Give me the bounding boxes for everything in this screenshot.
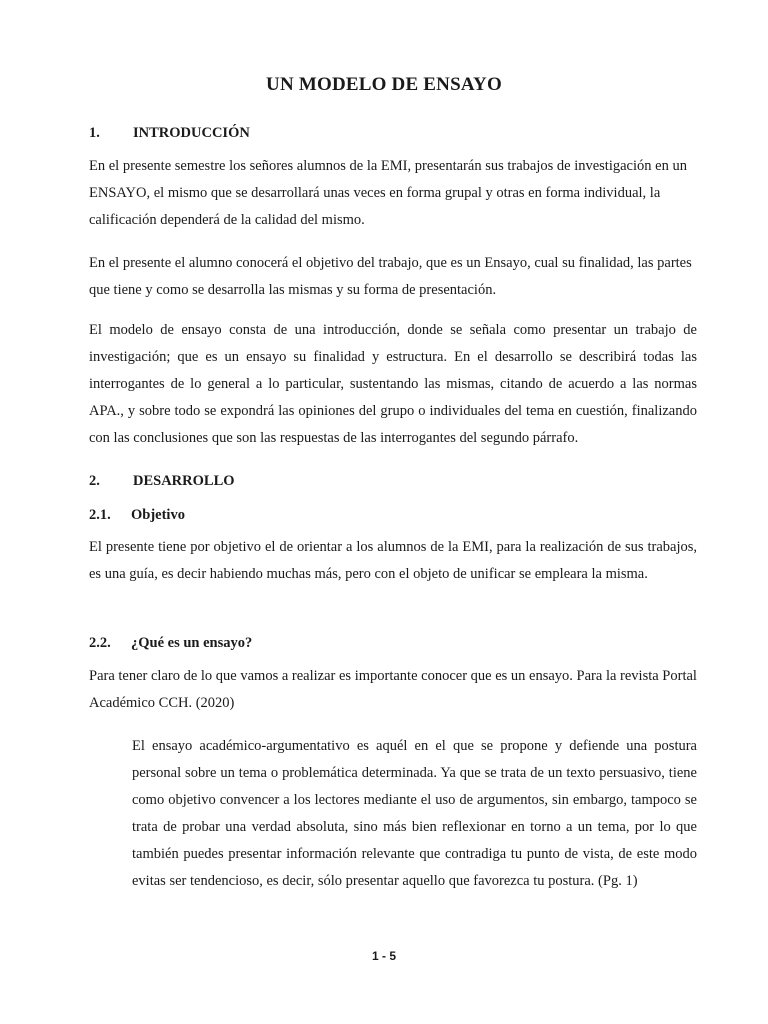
subsection-number: 2.1. (89, 507, 111, 523)
page-number: 1 - 5 (371, 949, 396, 963)
section-number: 1. (89, 125, 100, 141)
intro-paragraph-2: En el presente el alumno conocerá el objetivo del trabajo, que es un Ensayo, cual su finalidad, las partes que tiene y como se desarrolla las mismas y su forma de presentación. (89, 255, 692, 298)
intro-paragraph-1: En el presente semestre los señores alumnos de la EMI, presentarán sus trabajos de investigación en un ENSAYO, el mismo que se desarrollará unas veces en forma grupal y otras en forma individual, la calificación dependerá de la calidad del mismo. (89, 158, 687, 228)
que-es-paragraph: Para tener claro de lo que vamos a realizar es importante conocer que es un ensayo. Para la revista Portal Académico CCH. (2020) (89, 668, 697, 711)
subsection-heading-que-es-un-ensayo (89, 635, 252, 652)
subsection-title: ¿Qué es un ensayo? (131, 635, 253, 651)
objetivo-paragraph: El presente tiene por objetivo el de orientar a los alumnos de la EMI, para la realización de sus trabajos, es una guía, es decir habiendo muchas más, pero con el objeto de unificar se empleara la misma. (89, 539, 697, 582)
section-number: 2. (89, 473, 100, 489)
block-quote: El ensayo académico-argumentativo es aquél en el que se propone y defiende una postura personal sobre un tema o problemática determinada. Ya que se trata de un texto persuasivo, tiene como objetivo convencer a los lectores mediante el uso de argumentos, sin embargo, tampoco se trata de probar una verdad absoluta, sino más bien reflexionar en torno a un tema, por lo que también puedes presentar información relevante que contradiga tu punto de vista, de este modo evitas ser tendencioso, es decir, sólo presentar aquello que favorezca tu postura. (Pg. 1) (132, 738, 697, 889)
section-heading-desarrollo (89, 473, 235, 490)
section-heading-introduccion (89, 125, 250, 142)
subsection-heading-objetivo (89, 507, 185, 524)
section-title: DESARROLLO (133, 473, 235, 489)
document-title: UN MODELO DE ENSAYO (266, 74, 502, 95)
section-title: INTRODUCCIÓN (133, 125, 250, 141)
intro-paragraph-3: El modelo de ensayo consta de una introducción, donde se señala como presentar un trabajo de investigación; que es un ensayo su finalidad y estructura. En el desarrollo se describirá todas las interrogantes de lo general a lo particular, sustentando las mismas, citando de acuerdo a las normas APA., y sobre todo se expondrá las opiniones del grupo o individuales del tema en cuestión, finalizando con las conclusiones que son las respuestas de las interrogantes del segundo párrafo. (89, 322, 697, 446)
subsection-title: Objetivo (131, 507, 185, 523)
subsection-number: 2.2. (89, 635, 111, 651)
